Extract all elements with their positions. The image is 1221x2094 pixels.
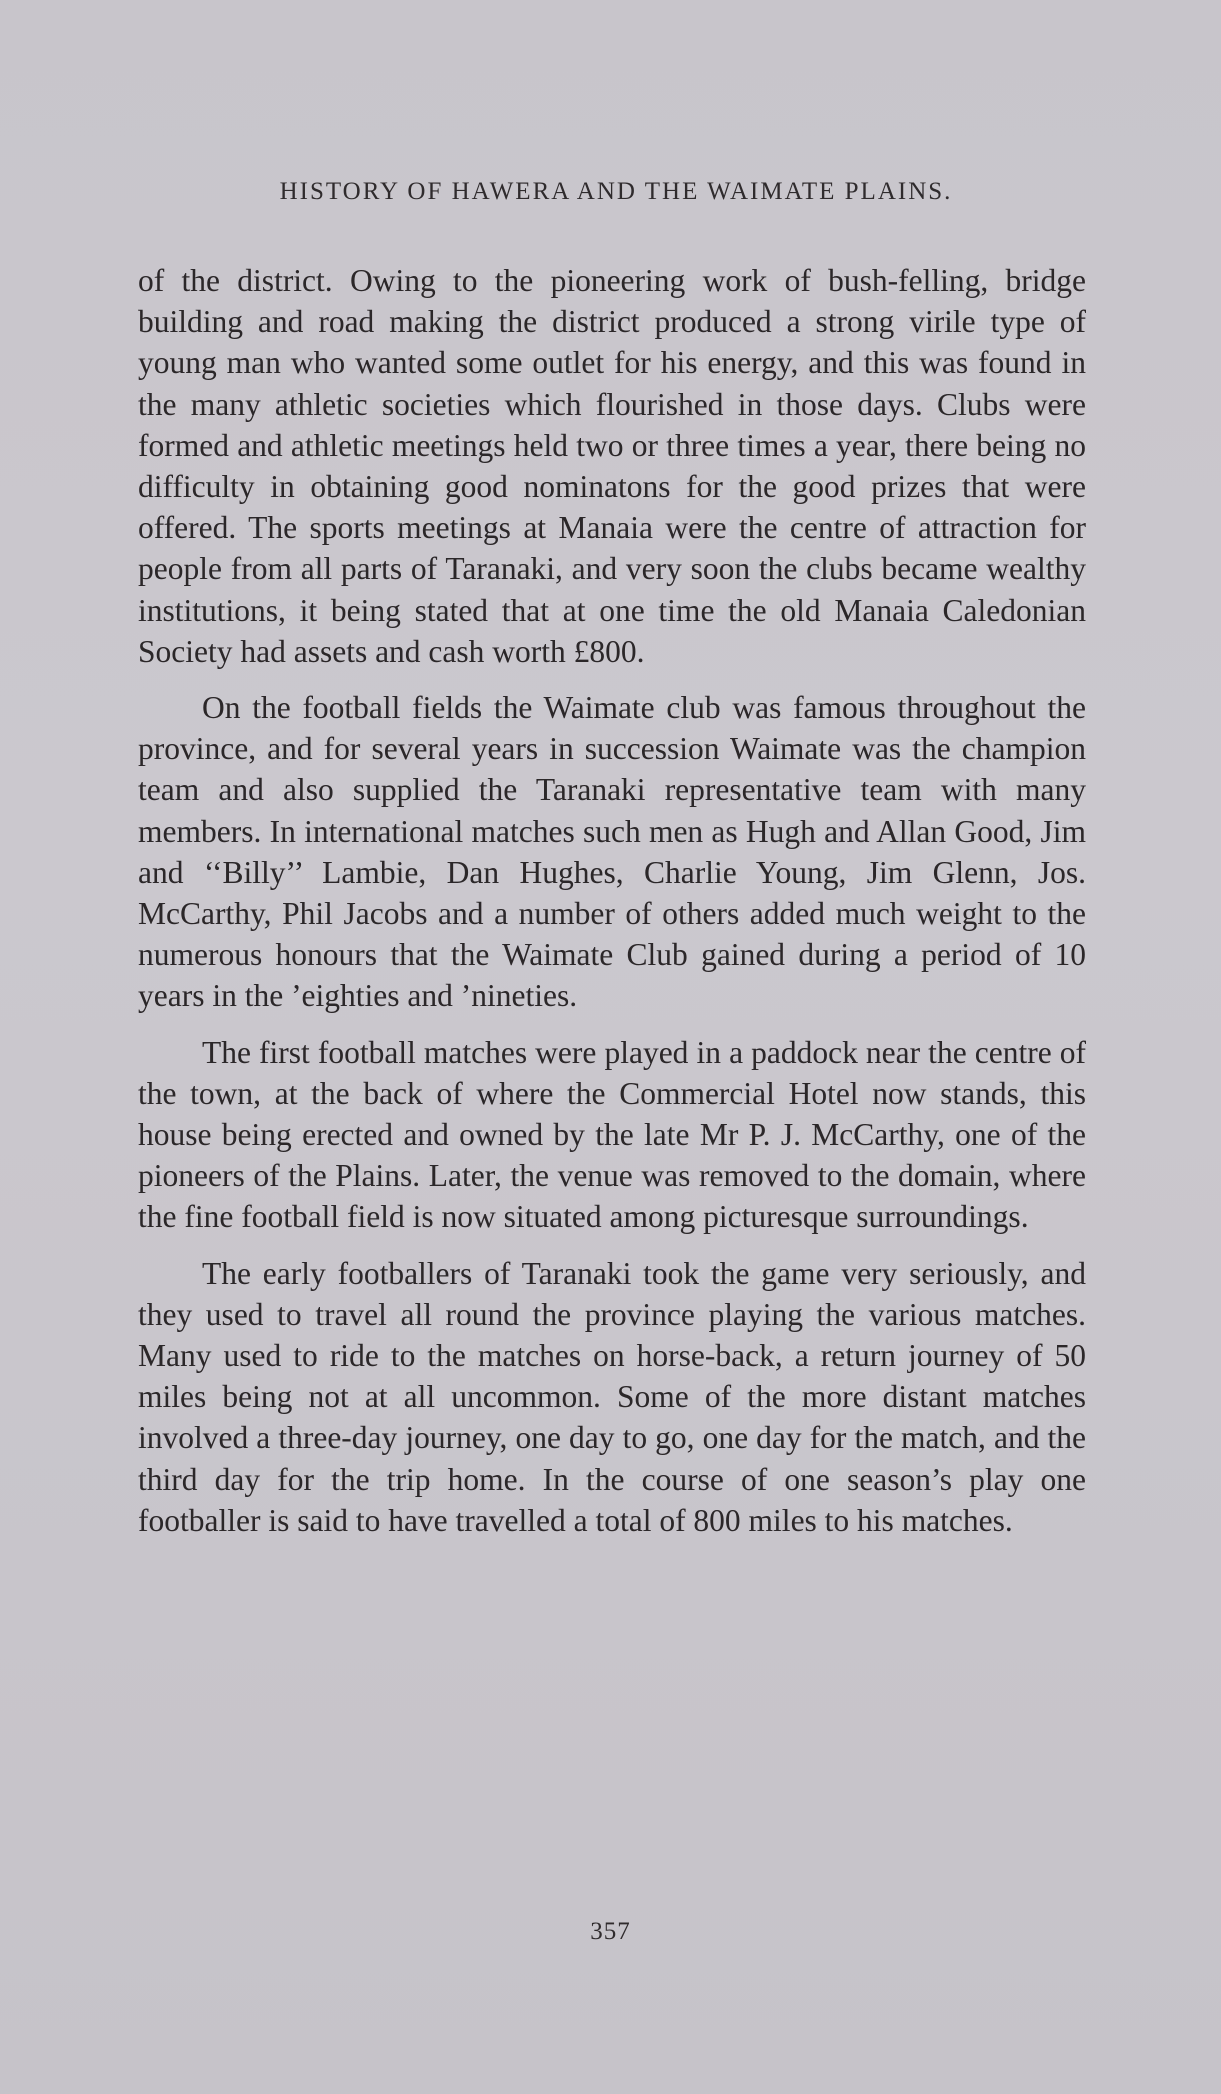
running-head-title: HISTORY OF HAWERA AND THE WAIMATE PLAINS. [279,178,953,205]
page-number: 357 [590,1918,631,1945]
paragraph-waimate-club: On the football fields the Waimate club was famous throughout the province, and for several years in succession Waimate was the champion team and also supplied the Taranaki representative team with many members. In international matches such men as Hugh and Allan Good, Jim and ‘‘Billy’’ Lambie, Dan Hughes, Charlie Young, Jim Glenn, Jos. McCarthy, Phil Jacobs and a number of others added much weight to the numerous honours that the Waimate Club gained during a period of 10 years in the ’eighties and ’nineties. [138,690,1086,1014]
paragraph-continuation: of the district. Owing to the pioneering work of bush-felling, bridge building and road making the district produced a strong virile type of young man who wanted some outlet for his energy, and this was found in the many athletic societies which flourished in those days. Clubs were formed and athletic meetings held two or three times a year, there being no difficulty in obtaining good nominatons for the good prizes that were offered. The sports meetings at Manaia were the centre of attraction for people from all parts of Taranaki, and very soon the clubs became wealthy institutions, it being stated that at one time the old Manaia Caledonian Society had assets and cash worth £800. [138,263,1086,669]
paragraph-early-footballers: The early footballers of Taranaki took the game very seriously, and they used to travel all round the province playing the various matches. Many used to ride to the matches on horse-back, a return journey of 50 miles being not at all uncommon. Some of the more distant matches involved a three-day journey, one day to go, one day for the match, and the third day for the trip home. In the course of one season’s play one footballer is said to have travelled a total of 800 miles to his matches. [138,1255,1086,1538]
body-text [138,260,1086,1556]
paragraph-first-matches: The first football matches were played in a paddock near the centre of the town, at the back of where the Commercial Hotel now stands, this house being erected and owned by the late Mr P. J. McCarthy, one of the pioneers of the Plains. Later, the venue was removed to the domain, where the fine football field is now situated among picturesque surroundings. [138,1034,1086,1235]
